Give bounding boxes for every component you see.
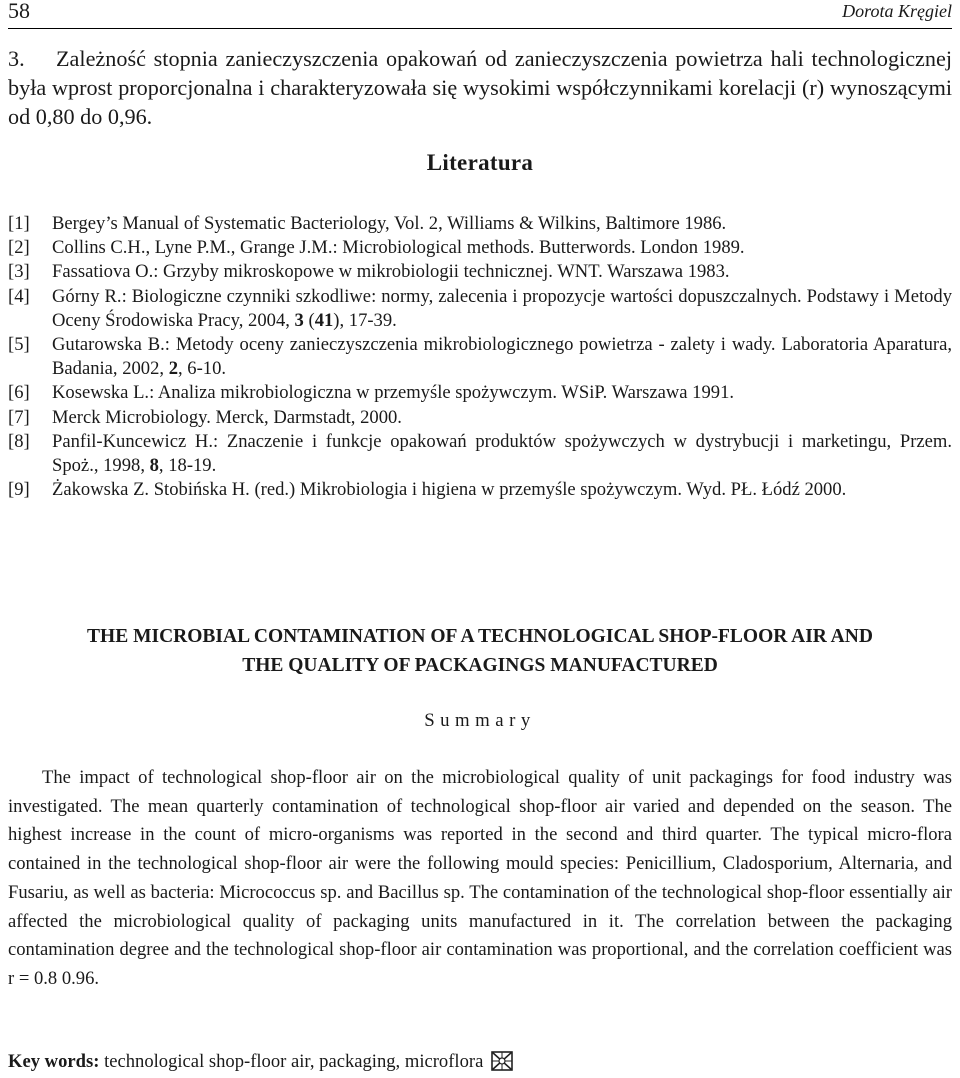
reference-text: , 18-19. (158, 455, 217, 477)
reference-text: Merck Microbiology. Merck, Darmstadt, 2000. (52, 406, 402, 428)
reference-text: Collins C.H., Lyne P.M., Grange J.M.: Microbiological methods. Butterwords. London 1989. (52, 237, 745, 259)
reference-number: [5] (8, 334, 30, 356)
summary-paragraph: The impact of technological shop-floor air on the microbiological quality of unit packagings for food industry was investigated. The mean quarterly contamination of technological shop-floor air varied and depended on the season. The highest increase in the count of micro-organisms was reported in the second and third quarter. The typical micro-flora contained in the technological shop-floor air were the following mould species: Penicillium, Cladosporium, Alternaria, and Fusariu, as well as bacteria: Micrococcus sp. and Bacillus sp. The contamination of the technological shop-floor essentially air affected the microbiological quality of packaging units manufactured in it. The correlation between the packaging contamination degree and the technological shop-floor air contamination was proportional, and the correlation coefficient was r = 0.8 0.96. (8, 767, 952, 989)
reference-item (8, 260, 952, 284)
reference-number: [8] (8, 430, 30, 452)
reference-item (8, 406, 952, 430)
page-number: 58 (8, 0, 30, 23)
reference-text: Bergey’s Manual of Systematic Bacteriology, Vol. 2, Williams & Wilkins, Baltimore 1986. (52, 213, 727, 234)
reference-volume: 2 (168, 358, 178, 380)
english-title-line-1: THE MICROBIAL CONTAMINATION OF A TECHNOLOGICAL SHOP-FLOOR AIR AND (87, 626, 873, 647)
reference-volume: 8 (149, 455, 159, 477)
page-header (8, 0, 952, 29)
reference-number: [2] (8, 237, 30, 259)
end-of-article-ornament-icon (491, 1051, 513, 1071)
reference-number: [1] (8, 213, 30, 234)
keywords-text: technological shop-floor air, packaging, microflora (99, 1051, 484, 1072)
english-title (0, 622, 960, 680)
literature-heading: Literatura (426, 150, 534, 175)
reference-number: [4] (8, 285, 30, 307)
keywords-line (8, 1051, 513, 1073)
conclusion-paragraph (8, 44, 952, 131)
conclusion-text: Zależność stopnia zanieczyszczenia opakowań od zanieczyszczenia powietrza hali technologicznej była wprost proporcjonalna i charakteryzowała się wysokimi współczynnikami korelacji (r) wynoszącymi od 0,80 do 0,96. (8, 46, 952, 129)
reference-text: ), 17-39. (333, 309, 397, 331)
running-author: Dorota Kręgiel (842, 1, 952, 21)
reference-item (8, 236, 952, 260)
reference-item (8, 381, 952, 405)
reference-number: [9] (8, 479, 30, 501)
reference-text: Kosewska L.: Analiza mikrobiologiczna w przemyśle spożywczym. WSiP. Warszawa 1991. (52, 382, 735, 404)
reference-item (8, 212, 952, 236)
reference-number: [3] (8, 261, 30, 283)
reference-text: Gutarowska B.: Metody oceny zanieczyszczenia mikrobiologicznego powietrza - zalety i wady. Laboratoria Aparatura, Badania, 2002, (52, 334, 952, 380)
reference-text: Górny R.: Biologiczne czynniki szkodliwe: normy, zalecenia i propozycje wartości dopuszczalnych. Podstawy i Metody Oceny Środowiska Pracy, 2004, (52, 285, 952, 331)
reference-text: Żakowska Z. Stobińska H. (red.) Mikrobiologia i higiena w przemyśle spożywczym. Wyd. PŁ. Łódź 2000. (52, 479, 847, 501)
english-title-line-2: THE QUALITY OF PACKAGINGS MANUFACTURED (242, 655, 718, 676)
keywords-label: Key words: (8, 1051, 100, 1072)
reference-volume: 3 (294, 309, 304, 331)
reference-number: [6] (8, 382, 30, 404)
reference-item (8, 478, 952, 502)
reference-item (8, 430, 952, 478)
reference-text: , 6-10. (178, 358, 227, 380)
reference-text: Fassatiova O.: Grzyby mikroskopowe w mikrobiologii technicznej. WNT. Warszawa 1983. (52, 261, 730, 283)
reference-number: [7] (8, 406, 30, 428)
reference-item (8, 333, 952, 381)
conclusion-number: 3. (8, 46, 25, 71)
reference-text: Panfil-Kuncewicz H.: Znaczenie i funkcje opakowań produktów spożywczych w dystrybucji i marketingu, Przem. Spoż., 1998, (52, 430, 952, 477)
reference-volume: 41 (314, 309, 334, 331)
reference-item (8, 285, 952, 333)
reference-text: ( (303, 309, 315, 331)
summary-heading: Summary (424, 710, 536, 731)
reference-list (8, 212, 952, 502)
